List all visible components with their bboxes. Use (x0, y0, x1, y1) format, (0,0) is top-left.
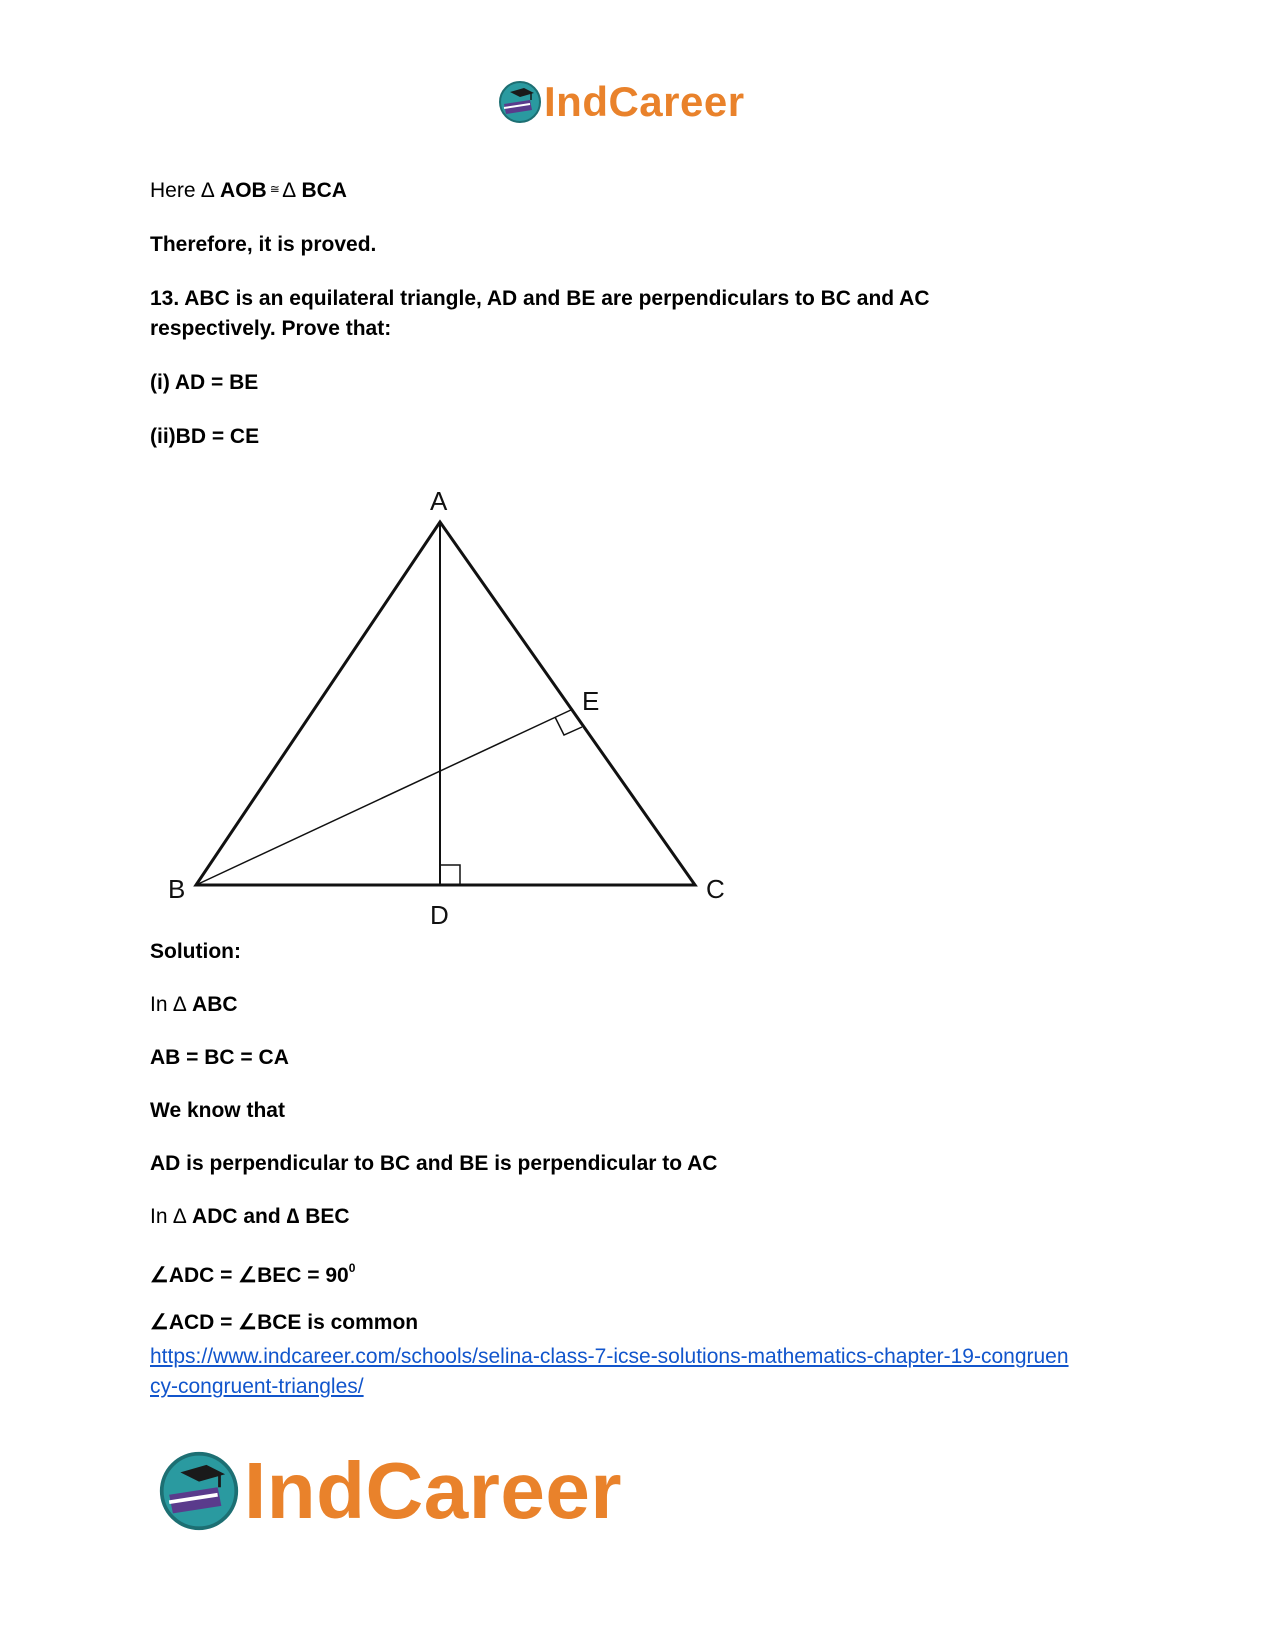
text-line-we-know: We know that (150, 1099, 285, 1122)
label-e: E (582, 686, 600, 716)
text-line-here: Here ∆ AOB ≅ ∆ BCA (150, 179, 347, 202)
header-logo (498, 78, 745, 126)
right-angle-d (440, 865, 460, 885)
question-part-ii: (ii)BD = CE (150, 425, 260, 448)
text-line-common-angle: ∠ACD = ∠BCE is common (150, 1311, 419, 1334)
label-a: A (430, 486, 448, 516)
altitude-be (196, 709, 573, 885)
logo-globe-icon (158, 1450, 240, 1532)
text-line-equal-sides: AB = BC = CA (150, 1046, 289, 1069)
solution-heading: Solution: (150, 940, 241, 963)
question-part-i: (i) AD = BE (150, 371, 259, 394)
triangle-diagram (150, 480, 750, 940)
source-link[interactable]: https://www.indcareer.com/schools/selina-class-7-icse-solutions-mathematics-chapter-19-congruency-congruent-triangles/ (150, 1345, 1069, 1398)
text-line-proved: Therefore, it is proved. (150, 233, 377, 256)
logo-globe-icon (498, 80, 542, 124)
text-line-in-abc: In ∆ ABC (150, 993, 238, 1016)
label-c: C (706, 874, 725, 904)
footer-logo (158, 1445, 622, 1537)
question-13: 13. ABC is an equilateral triangle, AD and BE are perpendiculars to BC and AC respectively. Prove that: (150, 287, 930, 340)
label-d: D (430, 900, 449, 930)
logo-text: IndCareer (244, 1446, 622, 1535)
text-line-perpendicular: AD is perpendicular to BC and BE is perpendicular to AC (150, 1152, 718, 1175)
label-b: B (168, 874, 186, 904)
text-line-angle-90: ∠ADC = ∠BEC = $90^0$ (150, 1261, 356, 1287)
text-line-in-adc-bec: In ∆ ADC and ∆ BEC (150, 1205, 350, 1228)
logo-text: IndCareer (544, 78, 745, 125)
triangle-abc (196, 522, 695, 885)
